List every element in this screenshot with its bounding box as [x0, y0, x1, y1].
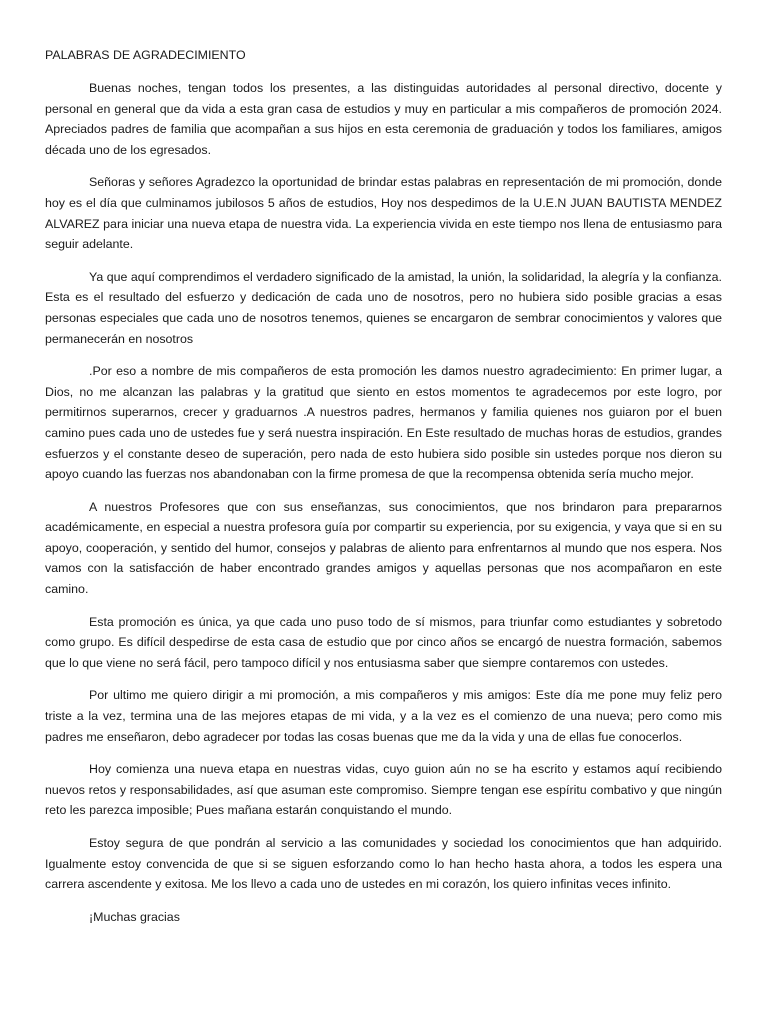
paragraph-classmates: Por ultimo me quiero dirigir a mi promoción, a mis compañeros y mis amigos: Este día me pone muy feliz pero triste a la vez, termina una de las mejores etapas de mi vida, y a la vez es el comienzo de una nueva; pero como mis padres me enseñaron, debo agradecer por todas las cosas buenas que me da la vida y una de ellas fue conocerlos.: [45, 688, 722, 744]
paragraph-representation: Señoras y señores Agradezco la oportunidad de brindar estas palabras en representación de mi promoción, donde hoy es el día que culminamos jubilosos 5 años de estudios, Hoy nos despedimos de la U.E.N JUAN BAUTISTA MENDEZ ALVAREZ para iniciar una nueva etapa de nuestra vida. La experiencia vivida en este tiempo nos llena de entusiasmo para seguir adelante.: [45, 175, 722, 252]
paragraph-promotion: Esta promoción es única, ya que cada uno puso todo de sí mismos, para triunfar como estudiantes y sobretodo como grupo. Es difícil despedirse de esta casa de estudio que por cinco años se encargó de nuestra formación, sabemos que lo que viene no será fácil, pero tampoco difícil y nos entusiasma saber que siempre contaremos con ustedes.: [45, 614, 722, 670]
document-page: [45, 45, 722, 927]
paragraph-farewell: Estoy segura de que pondrán al servicio a las comunidades y sociedad los conocimientos que han adquirido. Igualmente estoy convencida de que si se siguen esforzando como lo han hecho hasta ahora, a todos les espera una carrera ascendente y exitosa. Me los llevo a cada uno de ustedes en mi corazón, los quiero infinitas veces infinito.: [45, 836, 722, 892]
document-title: PALABRAS DE AGRADECIMIENTO: [45, 48, 246, 62]
paragraph-teachers: A nuestros Profesores que con sus enseñanzas, sus conocimientos, que nos brindaron para prepararnos académicamente, en especial a nuestra profesora guía por compartir su experiencia, por su exigencia, y vaya que si en su apoyo, cooperación, y sentido del humor, consejos y palabras de aliento para enfrentarnos al mundo que nos espera. Nos vamos con la satisfacción de haber encontrado grandes amigos y aquellas personas que nos acompañaron en este camino.: [45, 499, 722, 597]
paragraph-friendship: Ya que aquí comprendimos el verdadero significado de la amistad, la unión, la solidaridad, la alegría y la confianza. Esta es el resultado del esfuerzo y dedicación de cada uno de nosotros, pero no hubiera sido posible gracias a esas personas especiales que cada uno de nosotros tenemos, quienes se encargaron de sembrar conocimientos y valores que permanecerán en nosotros: [45, 269, 722, 346]
paragraph-new-stage: Hoy comienza una nueva etapa en nuestras vidas, cuyo guion aún no se ha escrito y estamos aquí recibiendo nuevos retos y responsabilidades, así que asuman este compromiso. Siempre tengan ese espíritu combativo y que ningún reto les parezca imposible; Pues mañana estarán conquistando el mundo.: [45, 762, 722, 818]
closing-thanks: ¡Muchas gracias: [89, 909, 180, 924]
paragraph-greeting: Buenas noches, tengan todos los presentes, a las distinguidas autoridades al personal directivo, docente y personal en general que da vida a esta gran casa de estudios y muy en particular a mis compañeros de promoción 2024. Apreciados padres de familia que acompañan a sus hijos en esta ceremonia de graduación y todos los familiares, amigos década uno de los egresados.: [45, 81, 722, 157]
paragraph-gratitude: .Por eso a nombre de mis compañeros de esta promoción les damos nuestro agradecimiento: En primer lugar, a Dios, no me alcanzan las palabras y la gratitud que siento en estos momentos te agradecemos por este logro, por permitirnos superarnos, crecer y graduarnos .A nuestros padres, hermanos y familia quienes nos guiaron por el buen camino pues cada uno de ustedes fue y será nuestra inspiración. En Este resultado de muchas horas de estudios, grandes esfuerzos y el constante deseo de superación, pero nada de esto hubiera sido posible sin ustedes porque nos dieron su apoyo cuando las fuerzas nos abandonaban con la firme promesa de que la recompensa obtenida sería mucho mejor.: [45, 364, 722, 482]
